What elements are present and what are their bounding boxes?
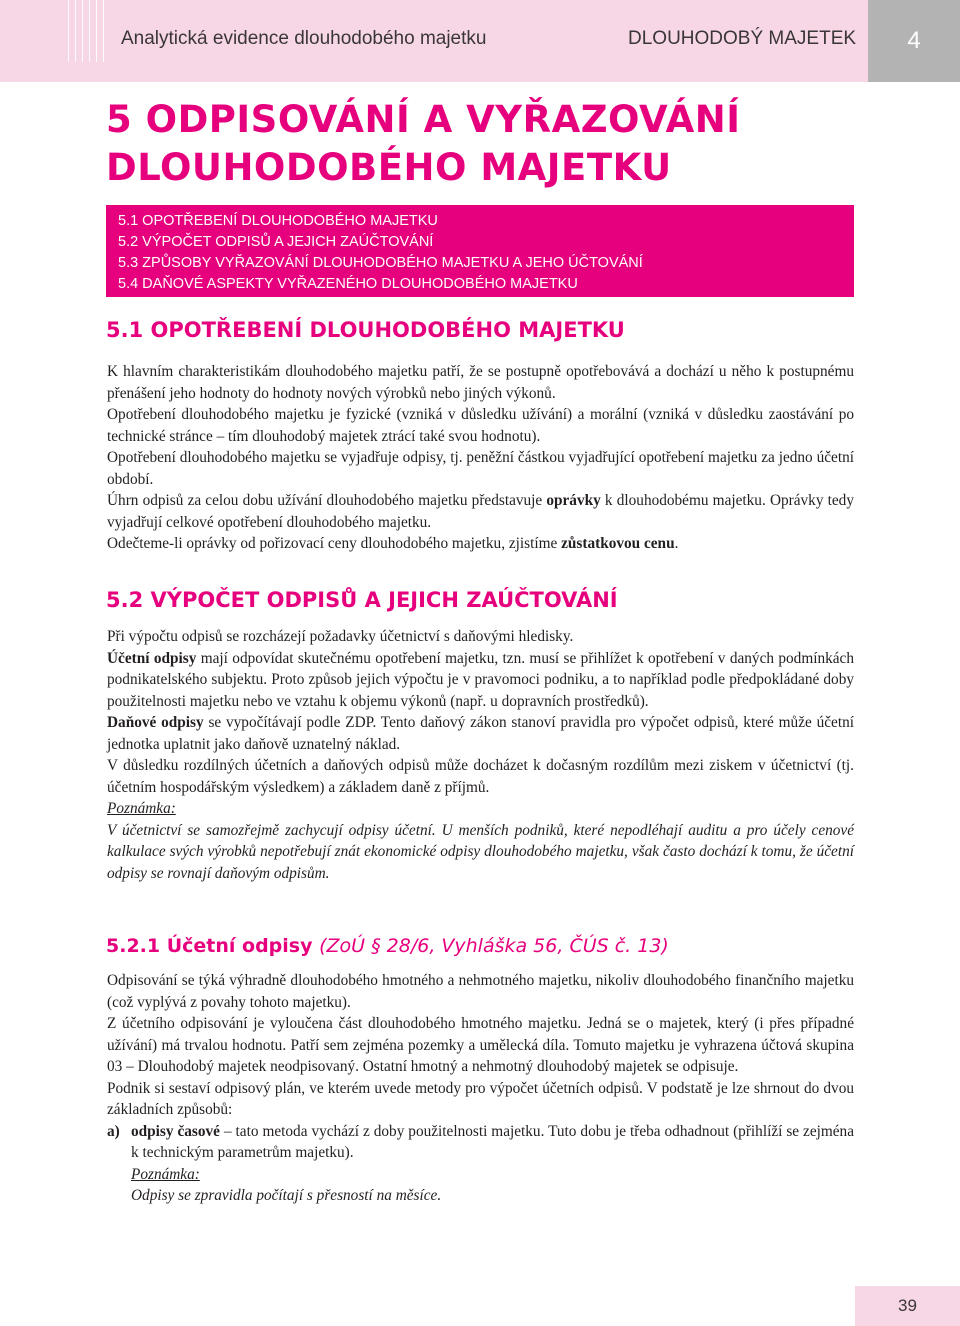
text-run: se vypočítávají podle ZDP. Tento daňový zákon stanoví pravidla pro výpočet odpisů, které může účetní jednotka uplatnit jako daňově uznatelný náklad. (107, 714, 854, 753)
section-heading-5-2: 5.2 VÝPOČET ODPISŮ A JEJICH ZAÚČTOVÁNÍ (106, 588, 618, 612)
section-heading-5-1: 5.1 OPOTŘEBENÍ DLOUHODOBÉHO MAJETKU (106, 318, 625, 342)
paragraph (107, 490, 854, 533)
text-run: k dlouhodobému majetku. Oprávky tedy vyjadřují celkové opotřebení dlouhodobého majetku. (107, 492, 854, 531)
note-label: Poznámka: (131, 1165, 200, 1183)
header-chapter-name: DLOUHODOBÝ MAJETEK (628, 28, 857, 49)
paragraph: Podnik si sestaví odpisový plán, ve kterém uvede metody pro výpočet účetních odpisů. V podstatě je lze shrnout do dvou základních způsobů: (107, 1079, 854, 1118)
note-text: Odpisy se zpravidla počítají s přesností na měsíce. (131, 1187, 442, 1204)
section-5-2-body (107, 626, 854, 884)
paragraph: Opotřebení dlouhodobého majetku se vyjadřuje odpisy, tj. peněžní částkou vyjadřující opotřebení majetku za jedno účetní období. (107, 449, 854, 488)
text-run: Úhrn odpisů za celou dobu užívání dlouhodobého majetku představuje (107, 492, 547, 509)
paragraph (107, 648, 854, 713)
text-run: mají odpovídat skutečnému opotřebení majetku, tzn. musí se přihlížet k opotřebení v daných podmínkách podnikatelského subjektu. Proto způsob jejich výpočtu je v pravomoci podniku, a to například podle předpokládané doby použitelnosti majetku nebo ve vztahu k objemu výkonů (např. u dopravních prostředků). (107, 649, 854, 710)
paragraph: K hlavním charakteristikám dlouhodobého majetku patří, že se postupně opotřebovává a dochází u něho k postupnému přenášení jeho hodnoty do hodnoty nových výrobků nebo jiných výkonů. (107, 363, 854, 402)
text-run: – tato metoda vychází z doby použitelnosti majetku. Tuto dobu je třeba odhadnout (přihlíží se zejména k technickým parametrům majetku). (131, 1122, 854, 1161)
header-chapter-number: 4 (868, 0, 960, 82)
text-run: . (674, 535, 679, 552)
toc-item: 5.4 DAŇOVÉ ASPEKTY VYŘAZENÉHO DLOUHODOBÉHO MAJETKU (118, 276, 578, 292)
section-5-1-body (107, 361, 854, 555)
term-ucetni-odpisy: Účetní odpisy (107, 649, 197, 667)
term-opravky: oprávky (546, 492, 601, 509)
toc-item: 5.2 VÝPOČET ODPISŮ A JEJICH ZAÚČTOVÁNÍ (118, 234, 434, 250)
list-item-a (107, 1121, 854, 1164)
chapter-title-line-2: DLOUHODOBÉHO MAJETKU (106, 146, 672, 189)
list-marker: a) (107, 1122, 120, 1140)
chapter-title (106, 96, 926, 192)
header-decoration (68, 0, 108, 62)
term-zustatkova-cena: zůstatkovou cenu (561, 535, 675, 552)
paragraph: Z účetního odpisování je vyloučena část dlouhodobého hmotného majetku. Jedná se o majetek, který (i přes případné užívání) má trvalou hodnotu. Patří sem zejména pozemky a umělecká díla. Tomuto majetku je vyhrazena účtová skupina 03 – Dlouhodobý majetek neodpisovaný. Ostatní hmotný a nehmotný dlouhodobý majetek se odpisuje. (107, 1015, 854, 1075)
chapter-title-line-1: 5 ODPISOVÁNÍ A VYŘAZOVÁNÍ (106, 98, 741, 141)
toc-item: 5.1 OPOTŘEBENÍ DLOUHODOBÉHO MAJETKU (118, 213, 438, 229)
paragraph (107, 712, 854, 755)
term-odpisy-casove: odpisy časové (131, 1122, 220, 1140)
paragraph: Při výpočtu odpisů se rozcházejí požadavky účetnictví s daňovými hledisky. (107, 628, 574, 645)
note-text: V účetnictví se samozřejmě zachycují odpisy účetní. U menších podniků, které nepodléhají auditu a pro účely cenové kalkulace svých výrobků nepotřebují znát ekonomické odpisy dlouhodobého majetku, však často dochází k tomu, že účetní odpisy se rovnají daňovým odpisům. (107, 821, 854, 882)
running-header (0, 0, 960, 82)
note-label: Poznámka: (107, 800, 176, 817)
paragraph: V důsledku rozdílných účetních a daňových odpisů může docházet k dočasným rozdílům mezi ziskem v účetnictví (tj. účetním hospodářským výsledkem) a základem daně z příjmů. (107, 757, 854, 796)
text-run: Odečteme-li oprávky od pořizovací ceny dlouhodobého majetku, zjistíme (107, 535, 562, 552)
toc-item: 5.3 ZPŮSOBY VYŘAZOVÁNÍ DLOUHODOBÉHO MAJETKU A JEHO ÚČTOVÁNÍ (118, 255, 643, 271)
header-book-title: Analytická evidence dlouhodobého majetku (121, 28, 487, 49)
section-heading-5-2-1 (106, 935, 669, 957)
paragraph: Odpisování se týká výhradně dlouhodobého hmotného a nehmotného majetku, nikoliv dlouhodobého finančního majetku (což vyplývá z povahy tohoto majetku). (107, 972, 854, 1011)
section-5-2-1-body (107, 970, 854, 1207)
chapter-contents-box (106, 205, 854, 297)
paragraph (107, 533, 854, 555)
term-danove-odpisy: Daňové odpisy (107, 714, 204, 731)
page-number: 39 (855, 1286, 960, 1326)
heading-legal-reference: (ZoÚ § 28/6, Vyhláška 56, ČÚS č. 13) (319, 935, 669, 957)
heading-main: 5.2.1 Účetní odpisy (106, 935, 320, 957)
list-item-content (131, 1121, 854, 1164)
paragraph: Opotřebení dlouhodobého majetku je fyzické (vzniká v důsledku užívání) a morální (vzniká v důsledku zaostávání po technické stránce – tím dlouhodobý majetek ztrácí také svou hodnotu). (107, 406, 854, 445)
